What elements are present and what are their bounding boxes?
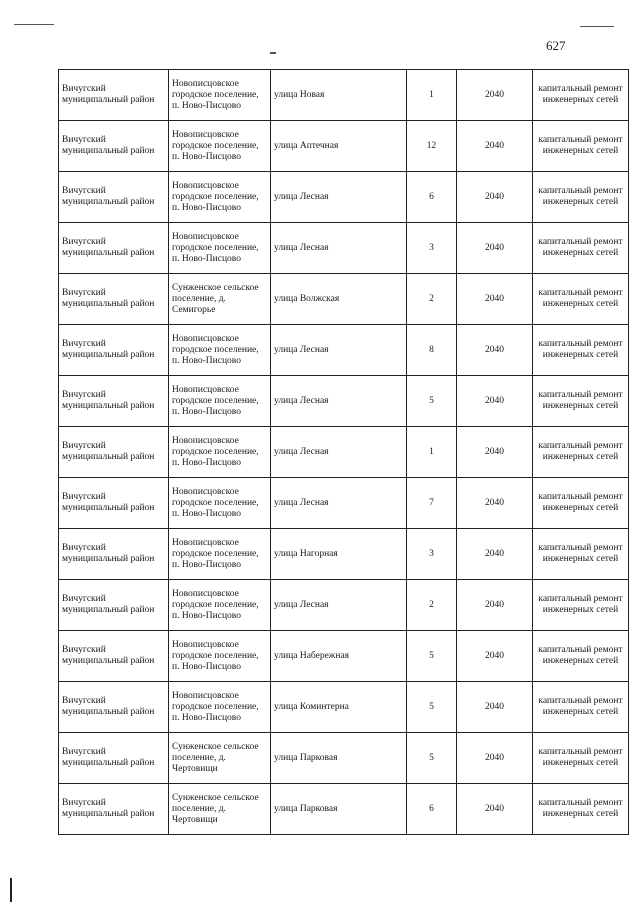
cell-street: улица Лесная (271, 376, 407, 427)
cell-house-number: 3 (407, 223, 457, 274)
cell-house-number: 5 (407, 376, 457, 427)
cell-district: Вичугский муниципальный район (59, 376, 169, 427)
cell-work-type: капитальный ремонт инженерных сетей (533, 580, 629, 631)
cell-year: 2040 (457, 631, 533, 682)
cell-work-type: капитальный ремонт инженерных сетей (533, 784, 629, 835)
table-row (59, 784, 629, 835)
cell-street: улица Лесная (271, 223, 407, 274)
cell-settlement: Новописцовское городское поселение, п. Ново-Писцово (169, 631, 271, 682)
table-row (59, 478, 629, 529)
cell-street: улица Лесная (271, 580, 407, 631)
cell-street: улица Лесная (271, 427, 407, 478)
cell-street: улица Парковая (271, 784, 407, 835)
page-number: 627 (546, 38, 566, 53)
table-row (59, 427, 629, 478)
scan-artifact-line (14, 24, 54, 25)
cell-settlement: Новописцовское городское поселение, п. Ново-Писцово (169, 376, 271, 427)
cell-work-type: капитальный ремонт инженерных сетей (533, 121, 629, 172)
cell-year: 2040 (457, 172, 533, 223)
cell-district: Вичугский муниципальный район (59, 274, 169, 325)
cell-house-number: 2 (407, 274, 457, 325)
cell-street: улица Новая (271, 70, 407, 121)
cell-district: Вичугский муниципальный район (59, 733, 169, 784)
cell-year: 2040 (457, 376, 533, 427)
cell-street: улица Лесная (271, 478, 407, 529)
cell-district: Вичугский муниципальный район (59, 121, 169, 172)
table-row (59, 733, 629, 784)
table-row (59, 631, 629, 682)
cell-district: Вичугский муниципальный район (59, 478, 169, 529)
cell-year: 2040 (457, 427, 533, 478)
margin-mark (10, 878, 12, 902)
table-row (59, 70, 629, 121)
cell-work-type: капитальный ремонт инженерных сетей (533, 274, 629, 325)
table-row (59, 325, 629, 376)
cell-district: Вичугский муниципальный район (59, 223, 169, 274)
cell-work-type: капитальный ремонт инженерных сетей (533, 478, 629, 529)
cell-year: 2040 (457, 682, 533, 733)
cell-work-type: капитальный ремонт инженерных сетей (533, 376, 629, 427)
table-row (59, 274, 629, 325)
housing-repair-table (58, 69, 629, 835)
cell-house-number: 12 (407, 121, 457, 172)
cell-district: Вичугский муниципальный район (59, 172, 169, 223)
table-row (59, 223, 629, 274)
table-row (59, 172, 629, 223)
cell-work-type: капитальный ремонт инженерных сетей (533, 70, 629, 121)
cell-year: 2040 (457, 70, 533, 121)
cell-house-number: 1 (407, 70, 457, 121)
cell-year: 2040 (457, 121, 533, 172)
cell-year: 2040 (457, 325, 533, 376)
table-row (59, 121, 629, 172)
cell-district: Вичугский муниципальный район (59, 70, 169, 121)
scan-artifact-line (270, 52, 276, 54)
cell-district: Вичугский муниципальный район (59, 631, 169, 682)
cell-street: улица Коминтерна (271, 682, 407, 733)
cell-house-number: 6 (407, 172, 457, 223)
cell-year: 2040 (457, 478, 533, 529)
cell-settlement: Новописцовское городское поселение, п. Ново-Писцово (169, 70, 271, 121)
cell-year: 2040 (457, 784, 533, 835)
cell-settlement: Новописцовское городское поселение, п. Ново-Писцово (169, 223, 271, 274)
scan-artifact-line (580, 26, 614, 27)
cell-year: 2040 (457, 529, 533, 580)
cell-work-type: капитальный ремонт инженерных сетей (533, 682, 629, 733)
cell-settlement: Сунженское сельское поселение, д. Чертовищи (169, 784, 271, 835)
cell-settlement: Новописцовское городское поселение, п. Ново-Писцово (169, 580, 271, 631)
cell-street: улица Волжская (271, 274, 407, 325)
table-row (59, 529, 629, 580)
cell-settlement: Новописцовское городское поселение, п. Ново-Писцово (169, 478, 271, 529)
cell-settlement: Новописцовское городское поселение, п. Ново-Писцово (169, 172, 271, 223)
cell-house-number: 5 (407, 682, 457, 733)
cell-district: Вичугский муниципальный район (59, 325, 169, 376)
cell-settlement: Новописцовское городское поселение, п. Ново-Писцово (169, 529, 271, 580)
cell-work-type: капитальный ремонт инженерных сетей (533, 427, 629, 478)
cell-settlement: Сунженское сельское поселение, д. Чертовищи (169, 733, 271, 784)
cell-street: улица Нагорная (271, 529, 407, 580)
cell-street: улица Аптечная (271, 121, 407, 172)
cell-house-number: 8 (407, 325, 457, 376)
cell-house-number: 3 (407, 529, 457, 580)
cell-street: улица Лесная (271, 172, 407, 223)
cell-work-type: капитальный ремонт инженерных сетей (533, 223, 629, 274)
cell-house-number: 1 (407, 427, 457, 478)
cell-settlement: Новописцовское городское поселение, п. Ново-Писцово (169, 427, 271, 478)
cell-year: 2040 (457, 580, 533, 631)
cell-work-type: капитальный ремонт инженерных сетей (533, 172, 629, 223)
cell-year: 2040 (457, 733, 533, 784)
cell-district: Вичугский муниципальный район (59, 580, 169, 631)
cell-work-type: капитальный ремонт инженерных сетей (533, 529, 629, 580)
cell-settlement: Сунженское сельское поселение, д. Семигорье (169, 274, 271, 325)
cell-work-type: капитальный ремонт инженерных сетей (533, 631, 629, 682)
cell-district: Вичугский муниципальный район (59, 784, 169, 835)
cell-settlement: Новописцовское городское поселение, п. Ново-Писцово (169, 682, 271, 733)
cell-year: 2040 (457, 274, 533, 325)
cell-street: улица Набережная (271, 631, 407, 682)
table-body (59, 70, 629, 835)
cell-work-type: капитальный ремонт инженерных сетей (533, 733, 629, 784)
cell-district: Вичугский муниципальный район (59, 427, 169, 478)
cell-settlement: Новописцовское городское поселение, п. Ново-Писцово (169, 325, 271, 376)
cell-year: 2040 (457, 223, 533, 274)
cell-house-number: 7 (407, 478, 457, 529)
cell-street: улица Лесная (271, 325, 407, 376)
cell-house-number: 6 (407, 784, 457, 835)
cell-house-number: 2 (407, 580, 457, 631)
cell-house-number: 5 (407, 631, 457, 682)
cell-settlement: Новописцовское городское поселение, п. Ново-Писцово (169, 121, 271, 172)
cell-district: Вичугский муниципальный район (59, 529, 169, 580)
cell-street: улица Парковая (271, 733, 407, 784)
cell-district: Вичугский муниципальный район (59, 682, 169, 733)
table-row (59, 580, 629, 631)
table-row (59, 376, 629, 427)
cell-work-type: капитальный ремонт инженерных сетей (533, 325, 629, 376)
cell-house-number: 5 (407, 733, 457, 784)
table-row (59, 682, 629, 733)
